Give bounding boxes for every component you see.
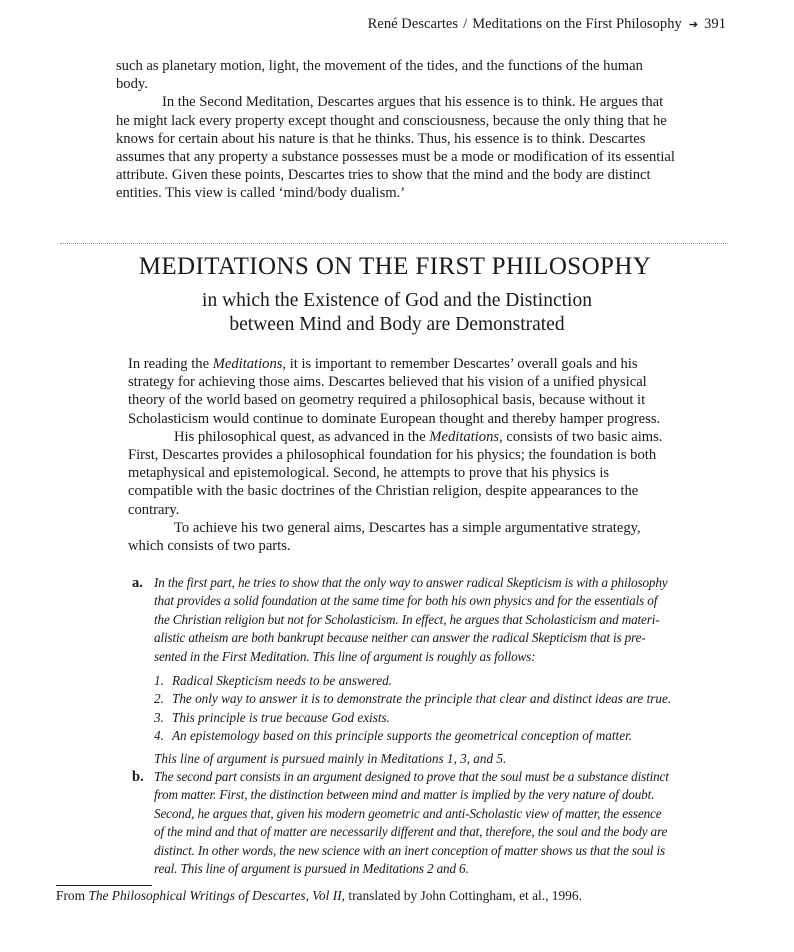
footnote-suffix: translated by John Cottingham, et al., 1996. — [345, 888, 582, 903]
section-heading — [0, 252, 794, 337]
step-text: An epistemology based on this principle supports the geometrical conception of matter. — [172, 728, 633, 744]
source-footnote — [56, 888, 582, 904]
running-head — [368, 16, 726, 33]
list-item — [154, 672, 673, 690]
step-number: 4. — [154, 728, 164, 744]
running-head-author: René Descartes — [367, 16, 459, 32]
page-number: 391 — [704, 16, 726, 32]
part-b — [128, 768, 673, 878]
body-paragraph-1-post: it is important to remember Descartes’ overall goals and his strategy for achieving those aims. Descartes believed that his vision of a unified physical theory of the world based on geometry required a philosophical basis, because without it Scholasticism would continue to dominate European thought and thereby hamper progress. — [128, 356, 661, 427]
list-item — [154, 690, 673, 708]
argument-steps — [154, 672, 673, 746]
section-subtitle-line-2: between Mind and Body are Demonstrated — [229, 314, 565, 335]
footnote-prefix: From — [56, 888, 89, 903]
arrow-icon: ➔ — [688, 19, 699, 31]
section-subtitle-line-1: in which the Existence of God and the Distinction — [202, 290, 592, 311]
body-paragraph-1-pre: In reading the — [128, 356, 213, 372]
intro-paragraph-1: such as planetary motion, light, the movement of the tides, and the functions of the human body. — [116, 58, 643, 93]
section-subtitle — [0, 289, 794, 337]
body-paragraph-2-post: consists of two basic aims. First, Descartes provides a philosophical foundation for his physics; the foundation is both metaphysical and epistemological. Second, he attempts to prove that his physics is compatible with the basic doctrines of the Christian religion, despite appearances to the contrary. — [128, 428, 663, 518]
footnote-source-title: The Philosophical Writings of Descartes, Vol II, — [88, 888, 346, 903]
step-text: Radical Skepticism needs to be answered. — [172, 673, 392, 689]
running-head-separator: / — [463, 16, 468, 32]
list-item — [154, 727, 673, 745]
part-a-text: In the first part, he tries to show that the only way to answer radical Skepticism is with a philosophy that provides a solid foundation at the same time for both his own physics and for the essentials of the Christian religion but not for Scholasticism. In effect, he argues that Scholasticism and materi-alistic atheism are both bankrupt because neither can answer the radical Skepticism that is pre-sented in the First Meditation. This line of argument is roughly as follows: — [154, 575, 668, 664]
part-a — [128, 574, 673, 768]
part-a-pursued: This line of argument is pursued mainly in Meditations 1, 3, and 5. — [154, 750, 507, 766]
part-a-label: a. — [132, 575, 143, 591]
body-paragraph-3: To achieve his two general aims, Descartes has a simple argumentative strategy, which consists of two parts. — [128, 519, 641, 555]
step-text: The only way to answer it is to demonstrate the principle that clear and distinct ideas are true. — [172, 691, 672, 707]
part-b-label: b. — [132, 769, 144, 786]
footnote-rule — [56, 885, 152, 886]
part-b-text: The second part consists in an argument designed to prove that the soul must be a substance distinct from matter. First, the distinction between mind and matter is implied by the very nature of doubt. Second, he argues that, given his modern geometric and anti-Scholastic view of matter, the essence of the mind and that of matter are necessarily different and that, therefore, the soul and the body are distinct. In other words, the new science with an inert conception of matter shows us that the soul is real. This line of argument is pursued in Meditations 2 and 6. — [154, 769, 669, 877]
body-text — [128, 355, 668, 555]
meditations-italic: Meditations, — [212, 356, 287, 372]
body-paragraph-2-pre: His philosophical quest, as advanced in the — [174, 428, 430, 445]
section-title: MEDITATIONS ON THE FIRST PHILOSOPHY — [138, 253, 652, 280]
step-number: 3. — [154, 709, 164, 725]
body-paragraph-1 — [128, 355, 668, 428]
body-paragraph-2 — [128, 428, 668, 519]
intro-paragraph-2: In the Second Meditation, Descartes argues that his essence is to think. He argues that he might lack every property except thought and consciousness, because the only thing that he knows for certain about his nature is that he thinks. Thus, his essence is to think. Descartes assumes that any property a substance possesses must be a mode or modification of its essential attribute. Given these points, Descartes tries to show that the mind and the body are distinct entities. This view is called ‘mind/body dualism.’ — [116, 94, 675, 202]
list-item — [154, 709, 673, 727]
step-number: 1. — [154, 673, 164, 689]
step-number: 2. — [154, 691, 164, 707]
meditations-italic: Meditations, — [429, 428, 503, 445]
intro-text — [116, 57, 676, 203]
strategy-parts — [128, 574, 673, 879]
running-head-title: Meditations on the First Philosophy — [472, 16, 682, 32]
step-text: This principle is true because God exists. — [172, 709, 390, 725]
section-divider — [60, 243, 728, 244]
